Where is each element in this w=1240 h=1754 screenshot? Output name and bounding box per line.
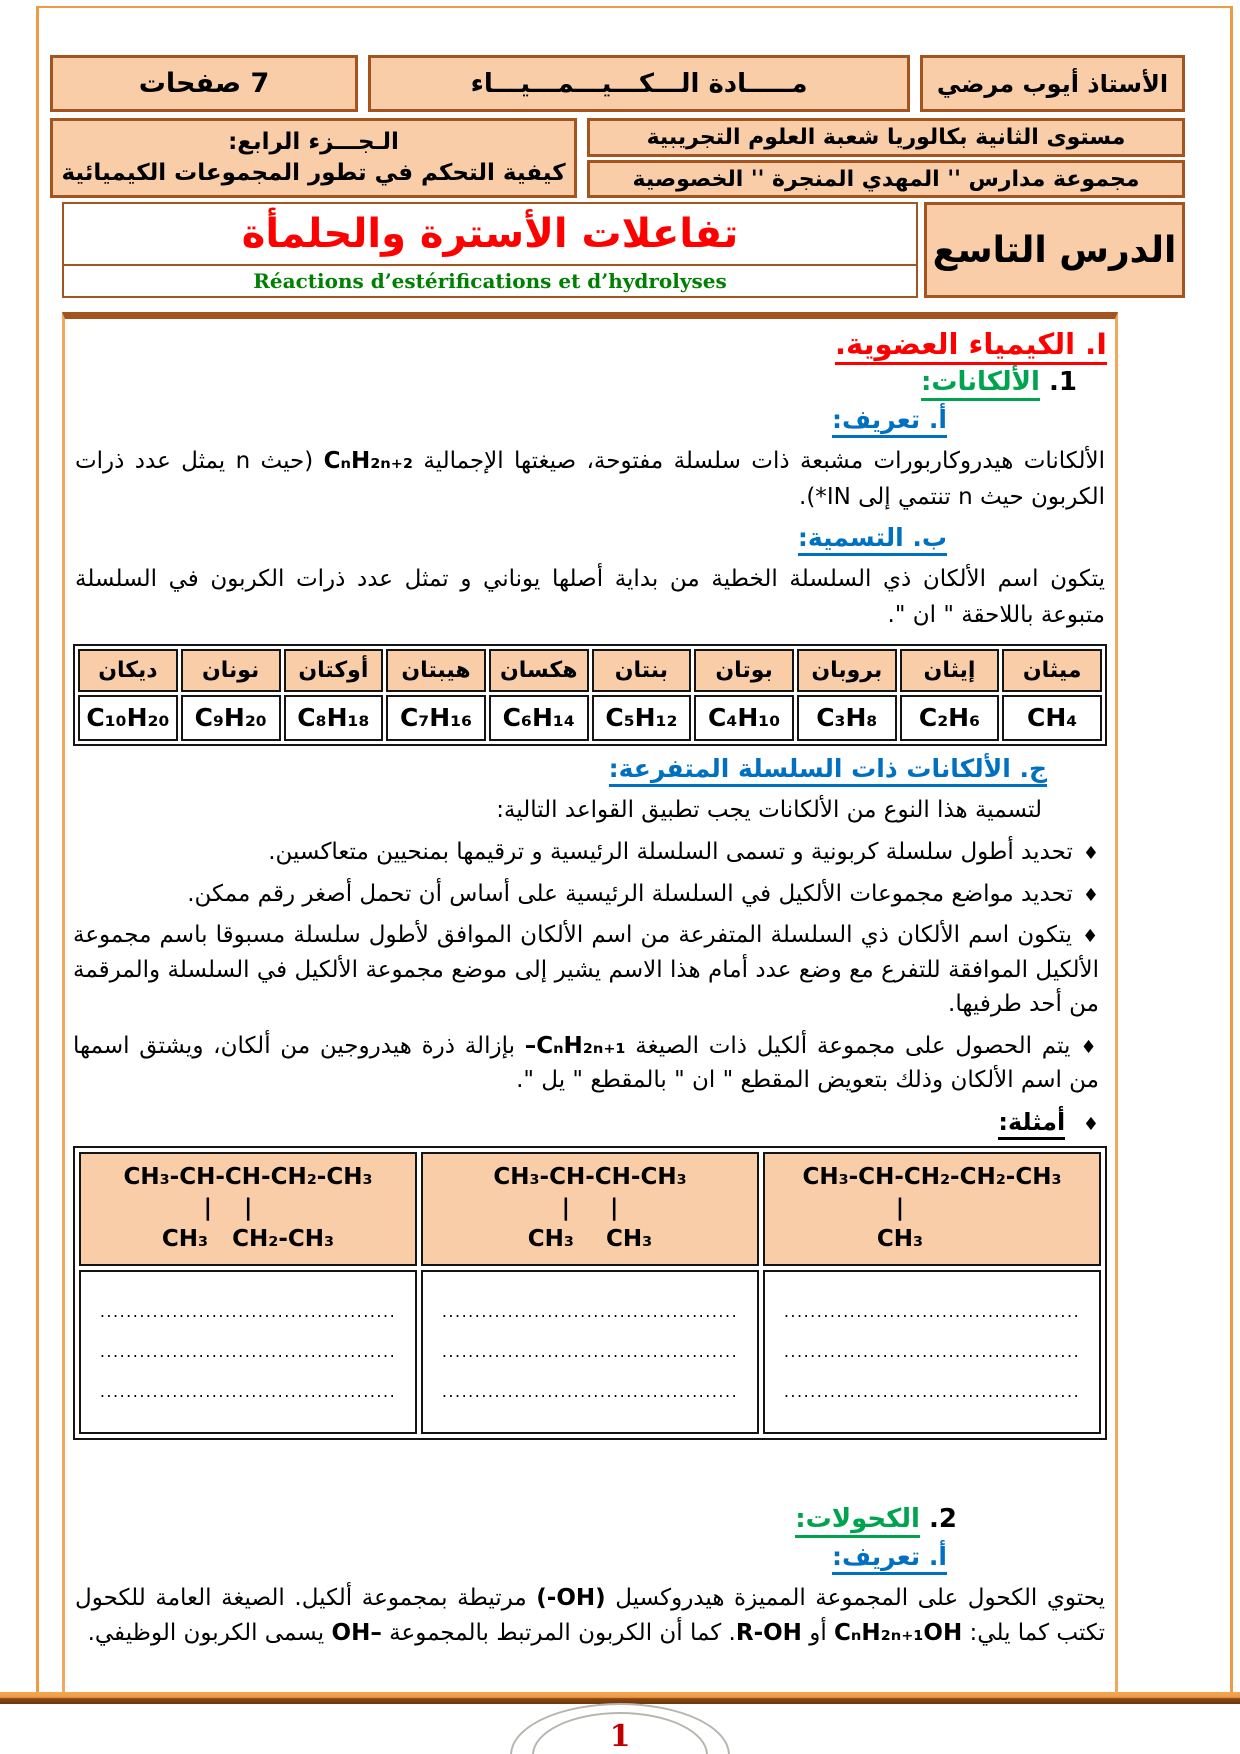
header-pages-cell [50, 55, 358, 112]
carbon-chain: CH₃-CH-CH₂-CH₂-CH₃ [802, 1164, 1062, 1191]
examples-heading-row [73, 1108, 1099, 1136]
substituents: CH₃ [876, 1226, 988, 1253]
answer-blank-cell [421, 1270, 759, 1434]
dotted-line: ............................................. [99, 1343, 397, 1360]
rule-item [73, 877, 1099, 912]
alkane-name-cell: ديكان [78, 649, 178, 692]
bond-lines: | [895, 1195, 969, 1222]
header-level-cell [587, 118, 1185, 157]
alkane-formula-cell [797, 695, 897, 741]
header-part-cell [50, 118, 577, 198]
paragraph-text: الألكانات هيدروكاربورات مشبعة ذات سلسلة مفتوحة، صيغتها الإجمالية [412, 448, 1106, 474]
alkane-names-row [78, 649, 1102, 692]
dotted-line: ............................................. [99, 1383, 397, 1400]
heading-letter: ج. [1019, 753, 1047, 783]
diamond-bullet-icon: ♦ [1082, 926, 1099, 948]
rule-item [73, 835, 1099, 870]
paragraph-text: يحتوي الكحول على المجموعة المميزة هيدروكسيل [605, 1584, 1105, 1611]
rule-text: تحديد أطول سلسلة كربونية و تسمى السلسلة الرئيسية و ترقيمها بمنحيين متعاكسين. [268, 839, 1073, 866]
bond-lines: | | [203, 1195, 293, 1222]
rule-item [73, 918, 1099, 1022]
dotted-line: ............................................. [783, 1303, 1081, 1320]
heading-definition-1 [73, 405, 947, 434]
examples-table [73, 1146, 1107, 1440]
answer-blank-cell [763, 1270, 1101, 1434]
example-formula-cell [79, 1152, 417, 1266]
chemical-formula: C₃H₈ [816, 703, 878, 733]
alkane-name-cell: إيثان [900, 649, 1000, 692]
chemical-formula: C₄H₁₀ [708, 703, 781, 733]
alkane-name-cell: بنتان [592, 649, 692, 692]
header-teacher-cell [920, 55, 1185, 112]
part-description: كيفية التحكم في تطور المجموعات الكيميائية [61, 160, 566, 186]
alkanes-table [73, 644, 1107, 746]
alkane-name-cell: بروبان [797, 649, 897, 692]
alkanes-definition-paragraph [75, 444, 1105, 515]
alkane-name-cell: ميثان [1002, 649, 1102, 692]
paragraph-text: . كما أن الكربون المرتبط بالمجموعة [381, 1620, 736, 1647]
dotted-line: ............................................. [99, 1303, 397, 1320]
heading-letter: ب. [912, 523, 947, 553]
dotted-line: ............................................. [441, 1383, 739, 1400]
dotted-line: ............................................. [783, 1383, 1081, 1400]
chemical-formula: C₅H₁₂ [605, 703, 678, 733]
heading-text: تعريف: [831, 1541, 921, 1571]
heading-text: تعريف: [831, 405, 921, 434]
alkane-formula-cell [900, 695, 1000, 741]
pages-count: 7 صفحات [138, 68, 270, 99]
chemical-formula: CH₄ [1027, 703, 1078, 733]
rule-text: تحديد مواضع مجموعات الألكيل في السلسلة الرئيسية على أساس أن تحمل أصغر رقم ممكن. [187, 880, 1073, 907]
heading-number: 1. [1049, 367, 1077, 397]
dotted-line: ............................................. [441, 1303, 739, 1320]
heading-text: الألكانات: [921, 367, 1040, 401]
heading-text: الألكانات ذات السلسلة المتفرعة: [608, 753, 1011, 783]
naming-rules-list [73, 835, 1107, 1098]
bond-lines: | | [561, 1195, 619, 1222]
paragraph-text: يسمى الكربون الوظيفي. [87, 1620, 332, 1647]
examples-answer-row [79, 1270, 1101, 1434]
page-number-ellipse [510, 1703, 730, 1754]
lesson-number: الدرس التاسع [932, 229, 1177, 271]
teacher-name: الأستاذ أيوب مرضي [936, 69, 1169, 98]
page-number: 1 [609, 1719, 631, 1754]
alkyl-formula: –CₙH₂ₙ₊₁ [524, 1032, 626, 1059]
school-name: مجموعة مدارس '' المهدي المنجرة '' الخصوصية [632, 166, 1140, 192]
heading-text: الكحولات: [795, 1504, 920, 1538]
content-area [62, 312, 1118, 1692]
heading-definition-2 [73, 1542, 947, 1571]
rule-text: يتكون اسم الألكان ذي السلسلة المتفرعة من اسم الألكان الموافق لأطول سلسلة مسبوقا باسم مجموعة الألكيل الموافقة للتفرع مع وضع عدد أمام هذا الاسم يشير إلى موضع مجموعة الألكيل في السلسلة والمرقمة من أحد طرفيها. [73, 922, 1099, 1018]
dotted-line: ............................................. [783, 1343, 1081, 1360]
answer-blank-cell [79, 1270, 417, 1434]
diamond-bullet-icon: ♦ [1082, 843, 1099, 865]
diamond-bullet-icon: ♦ [1082, 1113, 1099, 1135]
heading-letter: أ. [928, 405, 947, 434]
heading-letter: أ. [928, 1541, 947, 1571]
alkane-name-cell: هكسان [489, 649, 589, 692]
examples-heading: أمثلة: [998, 1108, 1065, 1140]
general-formula: CₙH₂ₙ₊₂ [323, 448, 413, 474]
substituents: CH₃ CH₃ [527, 1226, 653, 1253]
heading-branched-alkanes [73, 754, 1047, 783]
lesson-number-cell [924, 202, 1185, 298]
alkane-formula-cell [78, 695, 178, 741]
heading-numeral: I. [1085, 327, 1107, 361]
branched-intro-paragraph: لتسمية هذا النوع من الألكانات يجب تطبيق القواعد التالية: [496, 796, 1042, 823]
lesson-title-box [62, 202, 918, 298]
examples-formula-row [79, 1152, 1101, 1266]
heading-text: التسمية: [797, 523, 904, 553]
diamond-bullet-icon: ♦ [1082, 884, 1099, 906]
subject-title: مـــــادة الـــكـــيـــمـــيـــاء [470, 68, 808, 99]
r-oh-formula: R-OH [735, 1620, 802, 1647]
oh-group-formula: OH– [331, 1620, 382, 1647]
diamond-bullet-icon: ♦ [1080, 1036, 1099, 1058]
heading-text: الكيمياء العضوية. [834, 327, 1076, 361]
chemical-formula: C₈H₁₈ [297, 703, 370, 733]
lesson-title-french: Réactions d’estérifications et d’hydrolyses [64, 264, 916, 296]
alkane-name-cell: هيبتان [386, 649, 486, 692]
dotted-line: ............................................. [441, 1343, 739, 1360]
alkane-formula-cell [489, 695, 589, 741]
alcohol-general-formula: CₙH₂ₙ₊₁OH [834, 1620, 963, 1647]
heading-organic-chemistry [73, 327, 1107, 361]
level-text: مستوى الثانية بكالوريا شعبة العلوم التجريبية [646, 125, 1126, 150]
alkane-formula-cell [181, 695, 281, 741]
alkane-formula-cell [592, 695, 692, 741]
heading-alcohols [73, 1504, 957, 1534]
chemical-formula: C₆H₁₄ [502, 703, 575, 733]
part-label: الـجـــزء الرابع: [228, 128, 399, 155]
header-subject-cell [368, 55, 910, 112]
alkane-formula-cell [1002, 695, 1102, 741]
alkane-name-cell: نونان [181, 649, 281, 692]
rule-text: بإزالة ذرة هيدروجين من ألكان، ويشتق اسمها من اسم الألكان وذلك بتعويض المقطع " ان " بالمقطع " يل ". [73, 1032, 1099, 1094]
chemical-formula: C₇H₁₆ [399, 703, 473, 733]
paragraph-text: (حيث n يمثل عدد ذرات الكربون حيث n تنتمي إلى IN*). [75, 448, 1105, 510]
rule-text: يتم الحصول على مجموعة ألكيل ذات الصيغة [625, 1032, 1071, 1059]
naming-paragraph: يتكون اسم الألكان ذي السلسلة الخطية من بداية أصلها يوناني و تمثل عدد ذرات الكربون في السلسلة متبوعة باللاحقة " ان ". [75, 566, 1105, 628]
alkane-formula-cell [284, 695, 384, 741]
rule-item [73, 1029, 1099, 1098]
alcohols-definition-paragraph [75, 1581, 1105, 1652]
alkane-formula-cell [386, 695, 486, 741]
chemical-formula: C₂H₆ [918, 703, 981, 733]
alkane-formula-cell [694, 695, 794, 741]
example-formula-cell [421, 1152, 759, 1266]
paragraph-text: مرتيطة بمجموعة ألكيل. الصيغة العامة للكحول تكتب كما يلي: [75, 1584, 1105, 1647]
substituents: CH₃ CH₂-CH₃ [161, 1226, 335, 1253]
lesson-title-arabic: تفاعلات الأسترة والحلمأة [241, 211, 739, 257]
paragraph-text: أو [801, 1620, 835, 1647]
heading-naming [73, 523, 947, 552]
chemical-formula: C₁₀H₂₀ [86, 703, 170, 733]
carbon-chain: CH₃-CH-CH-CH₃ [493, 1164, 687, 1191]
alkane-formulas-row [78, 695, 1102, 741]
carbon-chain: CH₃-CH-CH-CH₂-CH₃ [123, 1164, 373, 1191]
chemical-formula: C₉H₂₀ [194, 703, 267, 733]
alkane-name-cell: أوكتان [284, 649, 384, 692]
hydroxyl-group-formula: (-OH) [536, 1584, 606, 1611]
header-school-cell [587, 160, 1185, 198]
alkane-name-cell: بوتان [694, 649, 794, 692]
heading-number: 2. [929, 1503, 957, 1534]
heading-alkanes [73, 367, 1077, 397]
example-formula-cell [763, 1152, 1101, 1266]
